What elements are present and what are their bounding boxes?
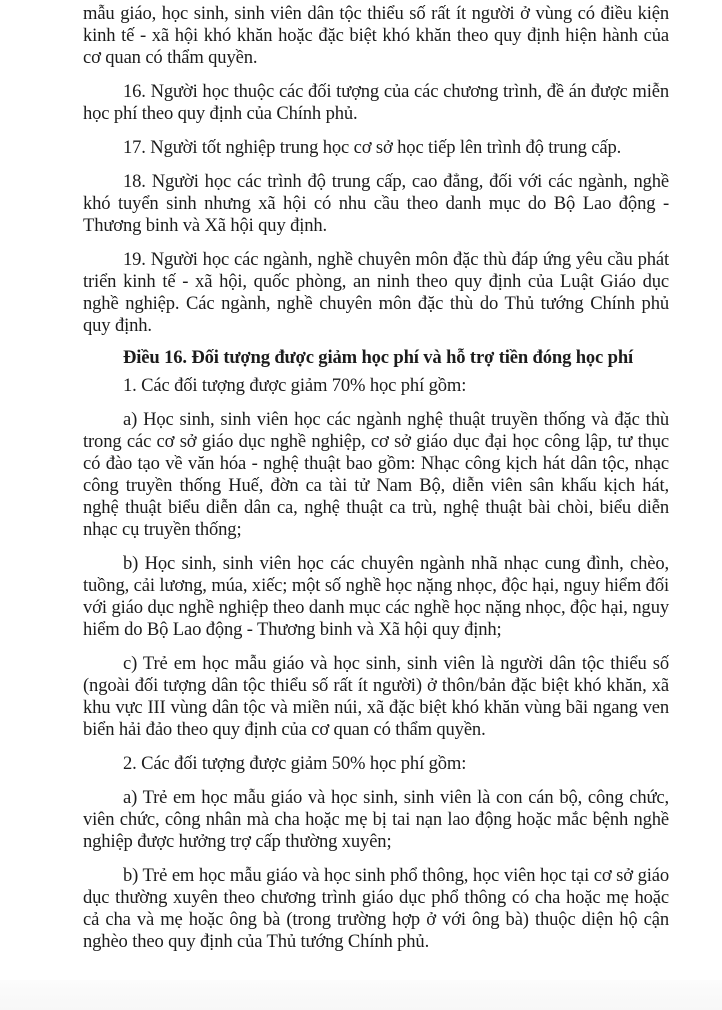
paragraph-continuation: mẫu giáo, học sinh, sinh viên dân tộc thiểu số rất ít người ở vùng có điều kiện kinh tế - xã hội khó khăn hoặc đặc biệt khó khăn theo quy định hiện hành của cơ quan có thẩm quyền.: [83, 3, 669, 68]
paragraph-clause-1b: b) Học sinh, sinh viên học các chuyên ngành nhã nhạc cung đình, chèo, tuồng, cải lương, múa, xiếc; một số nghề học nặng nhọc, độc hại, nguy hiểm đối với giáo dục nghề nghiệp theo danh mục các nghề học nặng nhọc, độc hại, nguy hiểm do Bộ Lao động - Thương binh và Xã hội quy định;: [83, 553, 669, 640]
paragraph-clause-1a: a) Học sinh, sinh viên học các ngành nghệ thuật truyền thống và đặc thù trong các cơ sở giáo dục nghề nghiệp, cơ sở giáo dục đại học công lập, tư thục có đào tạo về văn hóa - nghệ thuật bao gồm: Nhạc công kịch hát dân tộc, nhạc công truyền thống Huế, đờn ca tài tử Nam Bộ, diễn viên sân khấu kịch hát, nghệ thuật biểu diễn dân ca, nghệ thuật ca trù, nghệ thuật bài chòi, biểu diễn nhạc cụ truyền thống;: [83, 409, 669, 540]
paragraph-clause-2: 2. Các đối tượng được giảm 50% học phí gồm:: [123, 753, 467, 774]
paragraph-item-17: 17. Người tốt nghiệp trung học cơ sở học tiếp lên trình độ trung cấp.: [123, 137, 622, 158]
page-bottom-margin: [0, 980, 722, 1010]
paragraph-item-19: 19. Người học các ngành, nghề chuyên môn đặc thù đáp ứng yêu cầu phát triển kinh tế - xã hội, quốc phòng, an ninh theo quy định của Luật Giáo dục nghề nghiệp. Các ngành, nghề chuyên môn đặc thù do Thủ tướng Chính phủ quy định.: [83, 249, 669, 336]
paragraph-item-18: 18. Người học các trình độ trung cấp, cao đẳng, đối với các ngành, nghề khó tuyển sinh nhưng xã hội có nhu cầu theo danh mục do Bộ Lao động - Thương binh và Xã hội quy định.: [83, 171, 669, 236]
paragraph-clause-1c: c) Trẻ em học mẫu giáo và học sinh, sinh viên là người dân tộc thiểu số (ngoài đối tượng dân tộc thiểu số rất ít người) ở thôn/bản đặc biệt khó khăn, xã khu vực III vùng dân tộc và miền núi, xã đặc biệt khó khăn vùng bãi ngang ven biển hải đảo theo quy định của cơ quan có thẩm quyền.: [83, 653, 669, 740]
paragraph-clause-2b: b) Trẻ em học mẫu giáo và học sinh phổ thông, học viên học tại cơ sở giáo dục thường xuyên theo chương trình giáo dục phổ thông có cha hoặc mẹ hoặc cả cha và mẹ hoặc ông bà (trong trường hợp ở với ông bà) thuộc diện hộ cận nghèo theo quy định của Thủ tướng Chính phủ.: [83, 865, 669, 952]
paragraph-clause-2a: a) Trẻ em học mẫu giáo và học sinh, sinh viên là con cán bộ, công chức, viên chức, công nhân mà cha hoặc mẹ bị tai nạn lao động hoặc mắc bệnh nghề nghiệp được hưởng trợ cấp thường xuyên;: [83, 787, 669, 852]
paragraph-clause-1: 1. Các đối tượng được giảm 70% học phí gồm:: [123, 375, 467, 396]
paragraph-item-16: 16. Người học thuộc các đối tượng của các chương trình, đề án được miễn học phí theo quy định của Chính phủ.: [83, 81, 669, 124]
document-body: [83, 3, 669, 965]
article-heading: Điều 16. Đối tượng được giảm học phí và hỗ trợ tiền đóng học phí: [123, 347, 634, 368]
